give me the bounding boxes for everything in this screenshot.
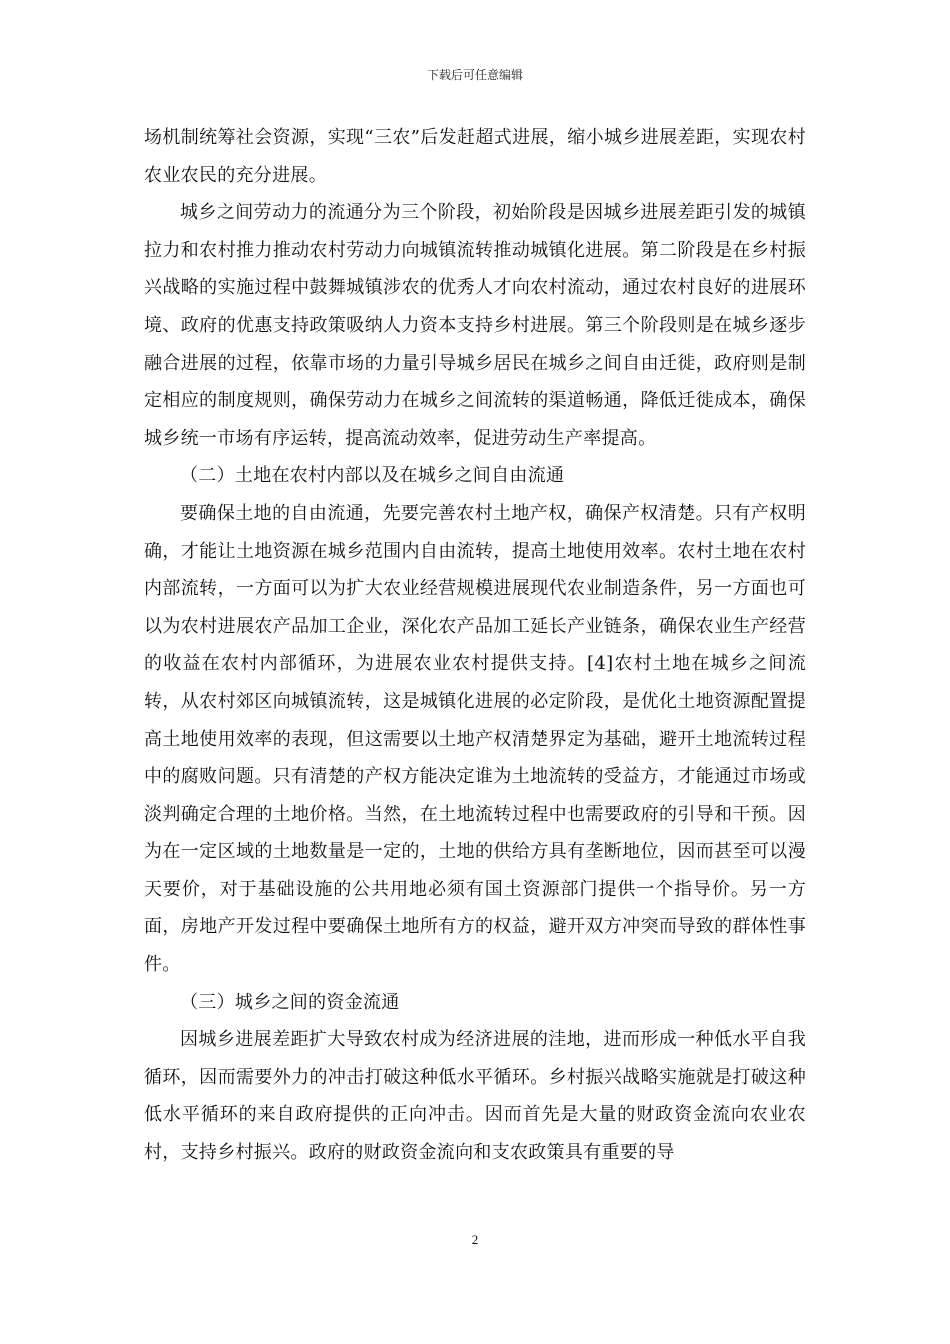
paragraph-continuation: 场机制统筹社会资源，实现“三农”后发赶超式进展，缩小城乡进展差距，实现农村农业农民的充分进展。 <box>144 127 806 186</box>
document-body <box>144 119 806 1172</box>
page-number: 2 <box>471 1232 479 1247</box>
paragraph-capital-flow: 因城乡进展差距扩大导致农村成为经济进展的洼地，进而形成一种低水平自我循环，因而需要外力的冲击打破这种低水平循环。乡村振兴战略实施就是打破这种低水平循环的来自政府提供的正向冲击。因而首先是大量的财政资金流向农业农村，支持乡村振兴。政府的财政资金流向和支农政策具有重要的导 <box>144 1029 806 1164</box>
paragraph-labor-flow: 城乡之间劳动力的流通分为三个阶段，初始阶段是因城乡进展差距引发的城镇拉力和农村推力推动农村劳动力向城镇流转推动城镇化进展。第二阶段是在乡村振兴战略的实施过程中鼓舞城镇涉农的优秀人才向农村流动，通过农村良好的进展环境、政府的优惠支持政策吸纳人力资本支持乡村进展。第三个阶段则是在城乡逐步融合进展的过程，依靠市场的力量引导城乡居民在城乡之间自由迁徙，政府则是制定相应的制度规则，确保劳动力在城乡之间流转的渠道畅通，降低迁徙成本，确保城乡统一市场有序运转，提高流动效率，促进劳动生产率提高。 <box>144 202 806 449</box>
section-heading-land: （二）土地在农村内部以及在城乡之间自由流通 <box>180 465 565 487</box>
paragraph-land-flow: 要确保土地的自由流通，先要完善农村土地产权，确保产权清楚。只有产权明确，才能让土地资源在城乡范围内自由流转，提高土地使用效率。农村土地在农村内部流转，一方面可以为扩大农业经营规模进展现代农业制造条件，另一方面也可以为农村进展农产品加工企业，深化农产品加工延长产业链条，确保农业生产经营的收益在农村内部循环，为进展农业农村提供支持。[4]农村土地在城乡之间流转，从农村郊区向城镇流转，这是城镇化进展的必定阶段，是优化土地资源配置提高土地使用效率的表现，但这需要以土地产权清楚界定为基础，避开土地流转过程中的腐败问题。只有清楚的产权方能决定谁为土地流转的受益方，才能通过市场或淡判确定合理的土地价格。当然，在土地流转过程中也需要政府的引导和干预。因为在一定区域的土地数量是一定的，土地的供给方具有垄断地位，因而甚至可以漫天要价，对于基础设施的公共用地必须有国土资源部门提供一个指导价。另一方面，房地产开发过程中要确保土地所有方的权益，避开双方冲突而导致的群体性事件。 <box>144 502 806 976</box>
section-heading-capital: （三）城乡之间的资金流通 <box>180 991 400 1013</box>
page-header: 下载后可任意编辑 <box>426 68 523 82</box>
